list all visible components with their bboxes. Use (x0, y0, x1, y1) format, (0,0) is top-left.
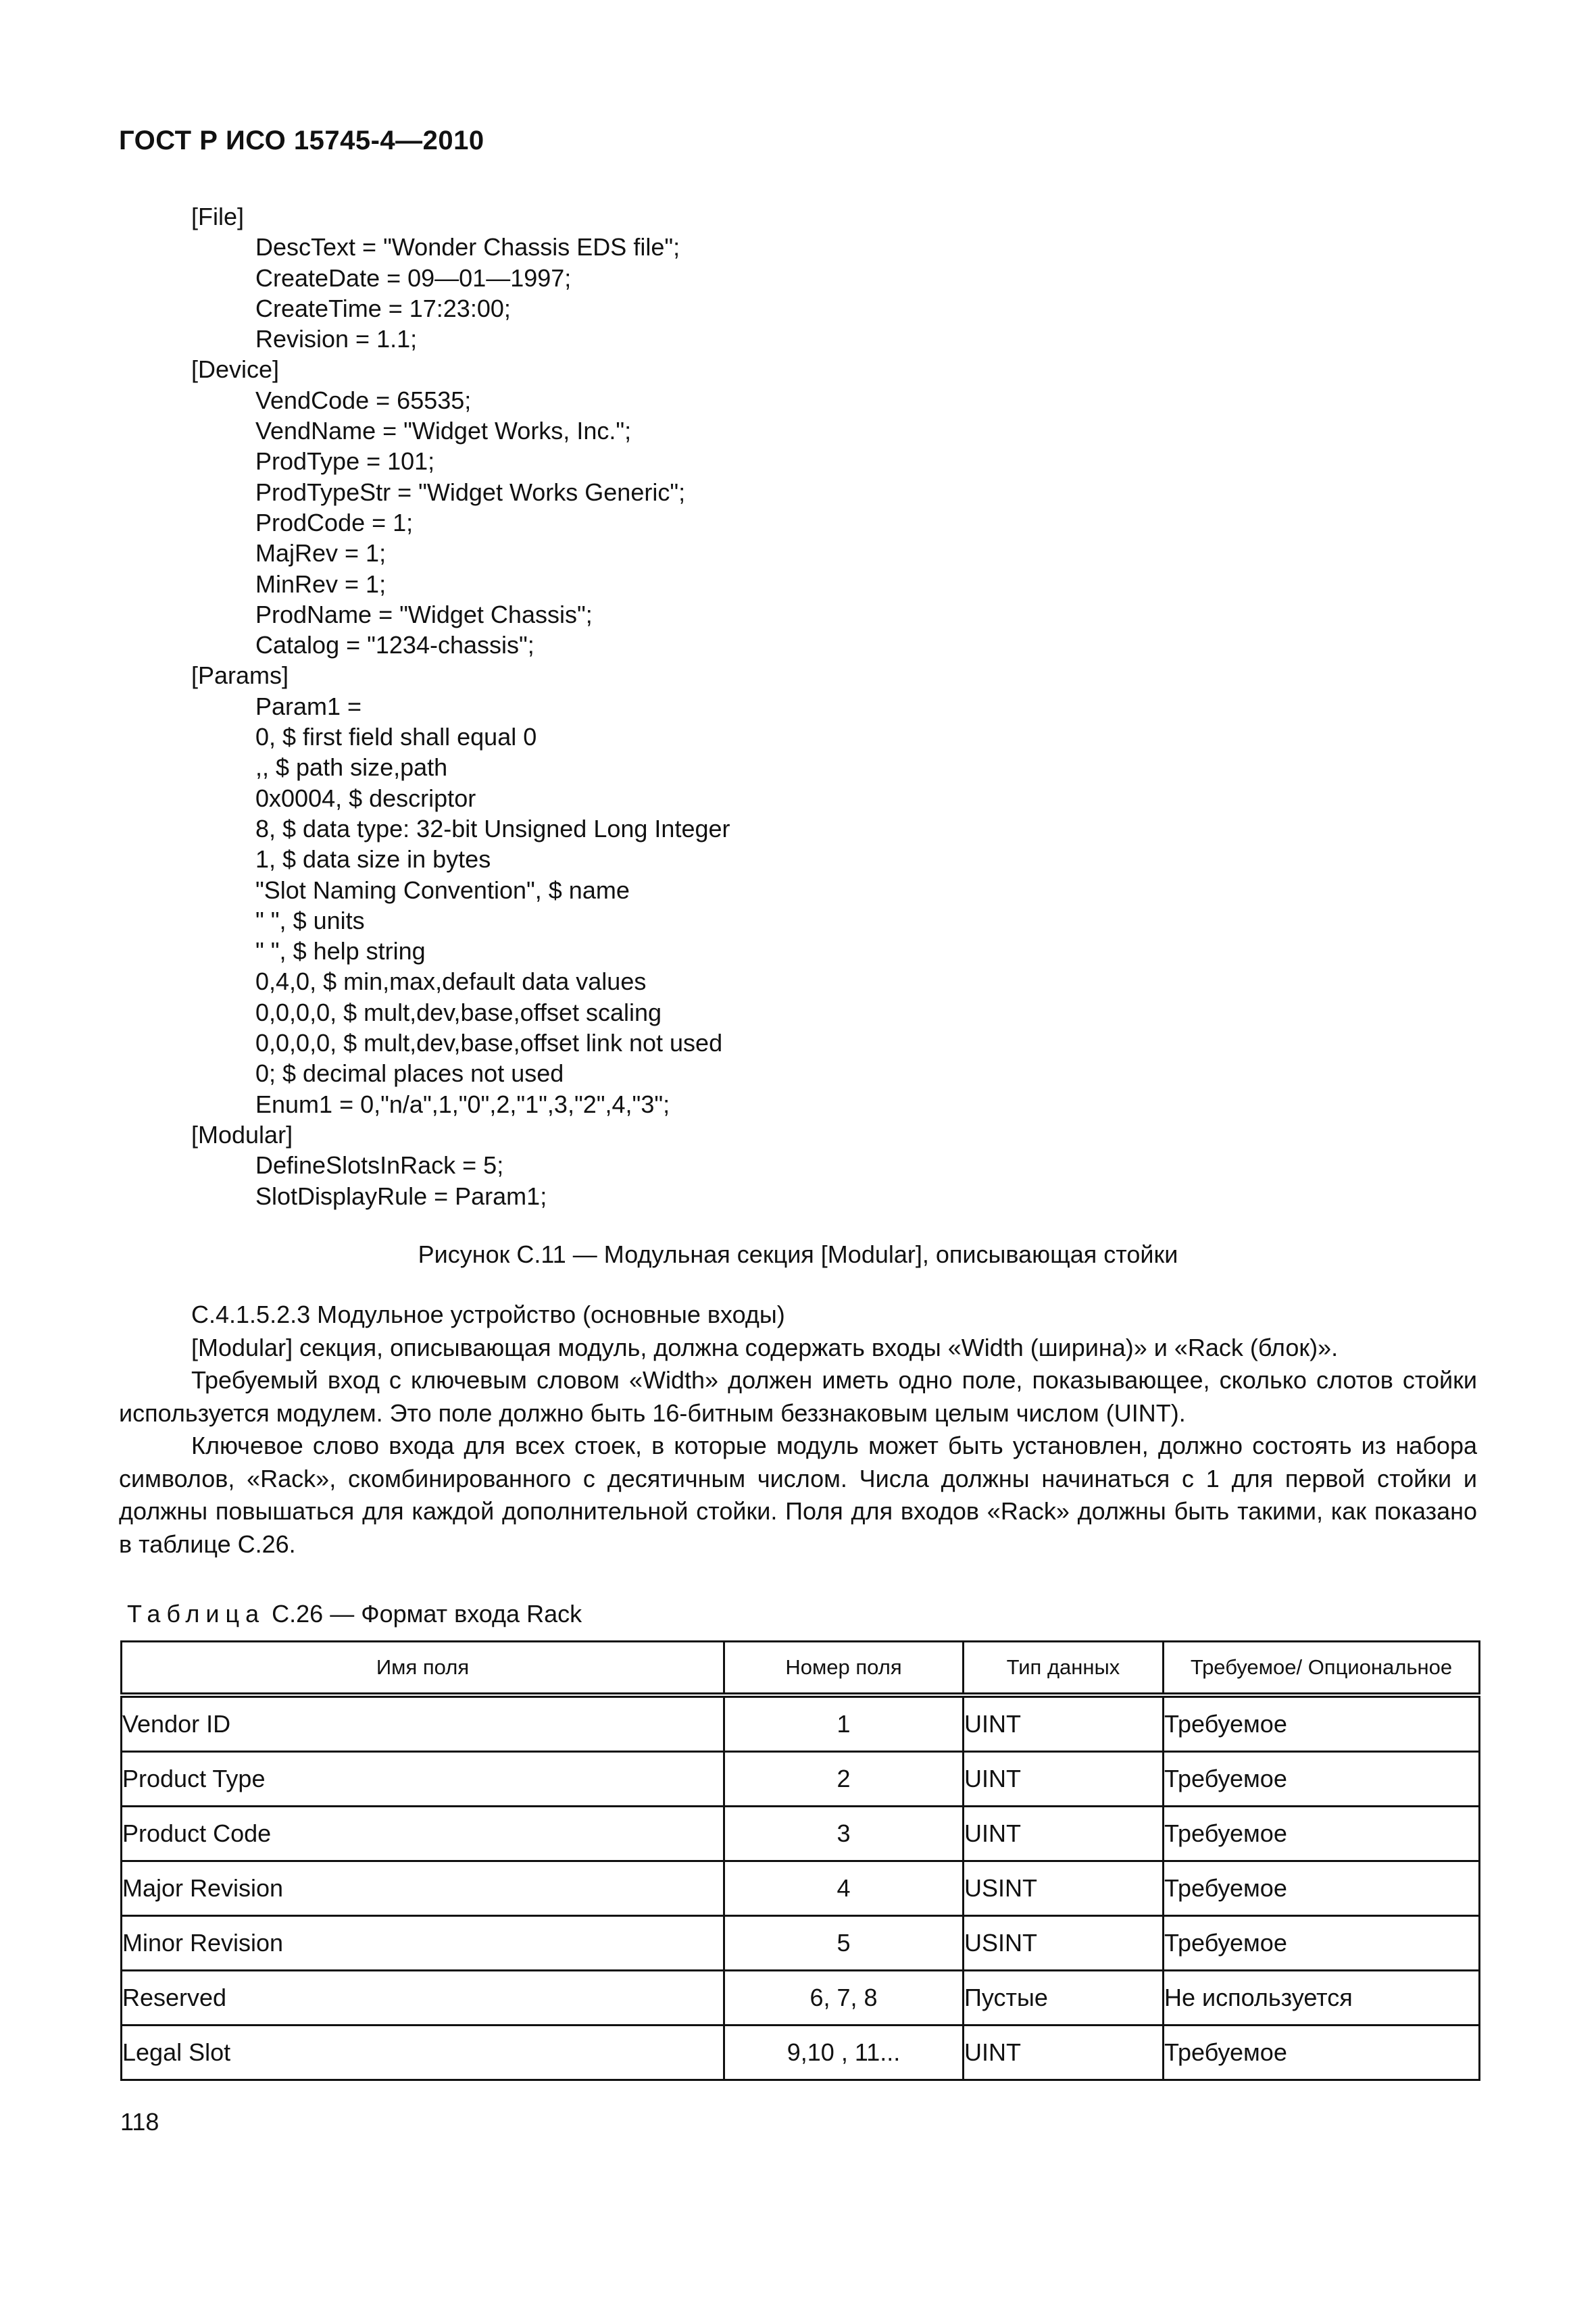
table-caption-text: С.26 — Формат входа Rack (265, 1600, 582, 1628)
column-header: Имя поля (122, 1642, 724, 1696)
code-line: ProdCode = 1; (255, 508, 414, 536)
requirement-cell: Требуемое (1164, 1916, 1480, 1971)
code-line: [Params] (191, 661, 289, 690)
table-row (122, 1971, 1480, 2026)
column-header: Требуемое/ Опциональное (1164, 1642, 1480, 1696)
field-name-cell: Minor Revision (122, 1916, 724, 1971)
paragraph: Ключевое слово входа для всех стоек, в которые модуль может быть установлен, должно состоять из набора символов, «Rack», скомбинированного с десятичным числом. Числа должны начинаться с 1 для первой стойки и должны повышаться для каждой дополнительной стойки. Поля для входов «Rack» должны быть такими, как показано в таблице С.26. (119, 1432, 1477, 1558)
code-line: "Slot Naming Convention", $ name (255, 876, 630, 904)
table-row (122, 1695, 1480, 1752)
code-line: [File] (191, 203, 245, 230)
code-line: Revision = 1.1; (255, 325, 418, 353)
requirement-cell: Требуемое (1164, 1861, 1480, 1916)
page-header: ГОСТ Р ИСО 15745-4—2010 (119, 126, 484, 155)
body-text (119, 1299, 1477, 1561)
code-line: 0, $ first field shall equal 0 (255, 723, 537, 751)
data-type-cell: UINT (964, 2026, 1164, 2080)
field-name-cell: Product Code (122, 1807, 724, 1861)
code-line: 8, $ data type: 32-bit Unsigned Long Integer (255, 814, 730, 842)
table-row (122, 2026, 1480, 2080)
data-type-cell: USINT (964, 1916, 1164, 1971)
rack-format-table (120, 1640, 1480, 2081)
code-line: Param1 = (255, 692, 362, 720)
column-header: Номер поля (724, 1642, 964, 1696)
field-name-cell: Major Revision (122, 1861, 724, 1916)
code-line: SlotDisplayRule = Param1; (255, 1182, 547, 1210)
field-number-cell: 2 (724, 1752, 964, 1807)
code-line: 0,0,0,0, $ mult,dev,base,offset scaling (255, 998, 662, 1026)
requirement-cell: Требуемое (1164, 2026, 1480, 2080)
paragraph: [Modular] секция, описывающая модуль, должна содержать входы «Width (ширина)» и «Rack (блок)». (191, 1333, 1339, 1361)
field-name-cell: Reserved (122, 1971, 724, 2026)
data-type-cell: UINT (964, 1695, 1164, 1752)
data-type-cell: UINT (964, 1807, 1164, 1861)
field-number-cell: 4 (724, 1861, 964, 1916)
requirement-cell: Требуемое (1164, 1807, 1480, 1861)
code-line: 1, $ data size in bytes (255, 845, 491, 874)
code-line: CreateDate = 09—01—1997; (255, 263, 572, 292)
code-line: Enum1 = 0,"n/a",1,"0",2,"1",3,"2",4,"3"; (255, 1090, 670, 1118)
code-line: ProdType = 101; (255, 447, 435, 476)
code-line: VendName = "Widget Works, Inc."; (255, 417, 632, 445)
code-line: 0x0004, $ descriptor (255, 784, 476, 812)
code-line: ProdTypeStr = "Widget Works Generic"; (255, 478, 686, 506)
field-name-cell: Product Type (122, 1752, 724, 1807)
code-line: DefineSlotsInRack = 5; (255, 1151, 504, 1180)
table-row (122, 1916, 1480, 1971)
data-type-cell: Пустые (964, 1971, 1164, 2026)
field-number-cell: 3 (724, 1807, 964, 1861)
code-line: 0; $ decimal places not used (255, 1059, 564, 1088)
code-line: ,, $ path size,path (255, 753, 448, 782)
code-line: ProdName = "Widget Chassis"; (255, 600, 593, 628)
requirement-cell: Требуемое (1164, 1695, 1480, 1752)
paragraph: Требуемый вход с ключевым словом «Width» должен иметь одно поле, показывающее, сколько слотов стойки используется модулем. Это поле должно быть 16-битным беззнаковым целым числом (UINT). (119, 1366, 1477, 1427)
code-line: [Device] (191, 355, 280, 384)
data-type-cell: UINT (964, 1752, 1164, 1807)
field-number-cell: 5 (724, 1916, 964, 1971)
field-name-cell: Legal Slot (122, 2026, 724, 2080)
page-number: 118 (120, 2108, 159, 2136)
field-number-cell: 1 (724, 1695, 964, 1752)
code-line: DescText = "Wonder Chassis EDS file"; (255, 233, 680, 261)
table-row (122, 1752, 1480, 1807)
table-caption-label: Таблица (127, 1600, 266, 1628)
requirement-cell: Не используется (1164, 1971, 1480, 2026)
code-line: Catalog = "1234-chassis"; (255, 631, 534, 659)
code-line: " ", $ units (255, 906, 365, 934)
field-number-cell: 6, 7, 8 (724, 1971, 964, 2026)
table-header-row (122, 1642, 1480, 1696)
code-line: [Modular] (191, 1120, 293, 1149)
figure-caption: Рисунок С.11 — Модульная секция [Modular], описывающая стойки (418, 1240, 1178, 1268)
code-line: 0,0,0,0, $ mult,dev,base,offset link not used (255, 1029, 723, 1057)
code-line: 0,4,0, $ min,max,default data values (255, 967, 647, 996)
table-caption (127, 1600, 582, 1628)
table-row (122, 1807, 1480, 1861)
table-row (122, 1861, 1480, 1916)
code-line: MajRev = 1; (255, 539, 386, 568)
field-name-cell: Vendor ID (122, 1695, 724, 1752)
requirement-cell: Требуемое (1164, 1752, 1480, 1807)
section-heading: С.4.1.5.2.3 Модульное устройство (основные входы) (191, 1301, 785, 1328)
code-line: " ", $ help string (255, 937, 426, 965)
code-line: VendCode = 65535; (255, 386, 472, 414)
code-line: CreateTime = 17:23:00; (255, 294, 511, 322)
code-line: MinRev = 1; (255, 570, 386, 598)
data-type-cell: USINT (964, 1861, 1164, 1916)
field-number-cell: 9,10 , 11... (724, 2026, 964, 2080)
eds-code-listing (191, 201, 730, 1211)
column-header: Тип данных (964, 1642, 1164, 1696)
